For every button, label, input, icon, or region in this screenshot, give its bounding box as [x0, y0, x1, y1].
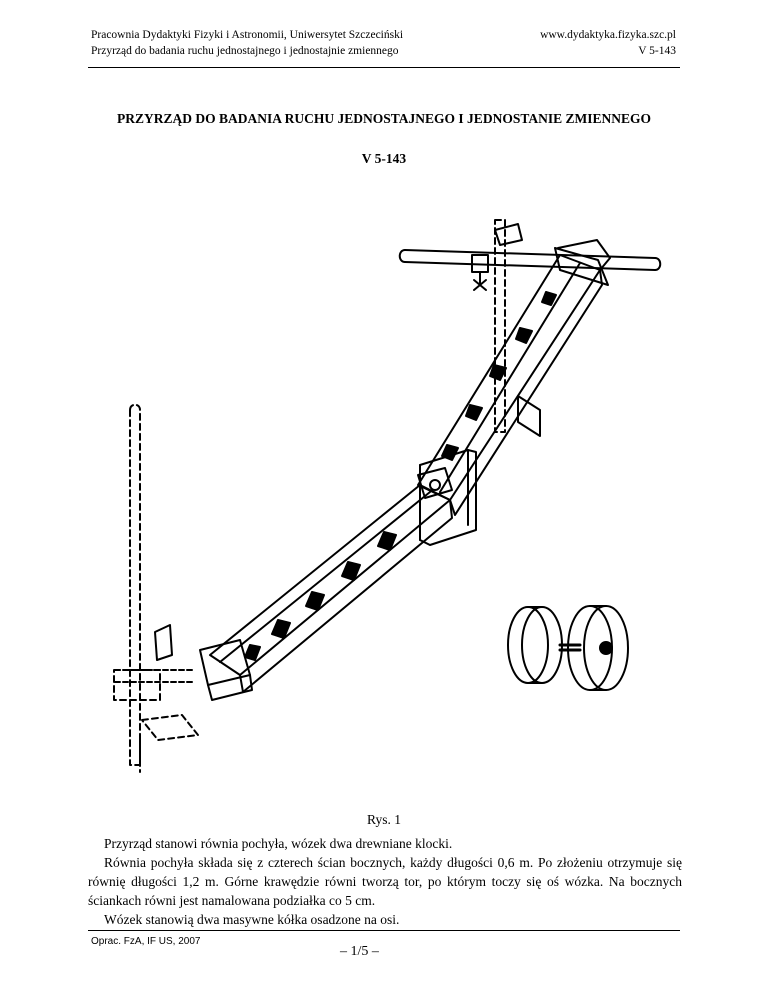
cart-wheels — [508, 606, 628, 690]
page-number: – 1/5 – — [340, 944, 379, 959]
header-url: www.dydaktyka.fizyka.szc.pl — [540, 29, 676, 41]
apparatus-illustration — [100, 200, 680, 790]
footer-credit: Oprac. FzA, IF US, 2007 — [91, 936, 201, 947]
header-left — [91, 27, 403, 59]
ramp-lower — [200, 485, 452, 700]
header-document-title: Przyrząd do badania ruchu jednostajnego i jednostajnie zmiennego — [91, 45, 399, 57]
paragraph: Równia pochyła składa się z czterech ścian bocznych, każdy długości 0,6 m. Po złożeniu otrzymuje się równię długości 1,2 m. Górne krawędzie równi tworzą tor, po którym toczy się oś wózka. Na bocznych ściankach równi jest namalowana podziałka co 5 cm. — [88, 855, 682, 908]
body-text — [88, 834, 682, 929]
paragraph: Wózek stanowią dwa masywne kółka osadzone na osi. — [104, 912, 400, 927]
document-code: V 5-143 — [361, 151, 407, 166]
header-institution: Pracownia Dydaktyki Fizyki i Astronomii, Uniwersytet Szczeciński — [91, 29, 404, 41]
right-stand — [400, 220, 661, 436]
header-code: V 5-143 — [638, 45, 676, 57]
left-stand — [114, 405, 198, 772]
paragraph: Przyrząd stanowi równia pochyła, wózek dwa drewniane klocki. — [104, 836, 453, 851]
footer-rule — [88, 930, 680, 931]
header-right — [540, 27, 676, 59]
figure-caption: Rys. 1 — [367, 812, 401, 827]
header-rule — [88, 67, 680, 68]
document-title: PRZYRZĄD DO BADANIA RUCHU JEDNOSTAJNEGO I JEDNOSTANIE ZMIENNEGO — [117, 111, 651, 126]
